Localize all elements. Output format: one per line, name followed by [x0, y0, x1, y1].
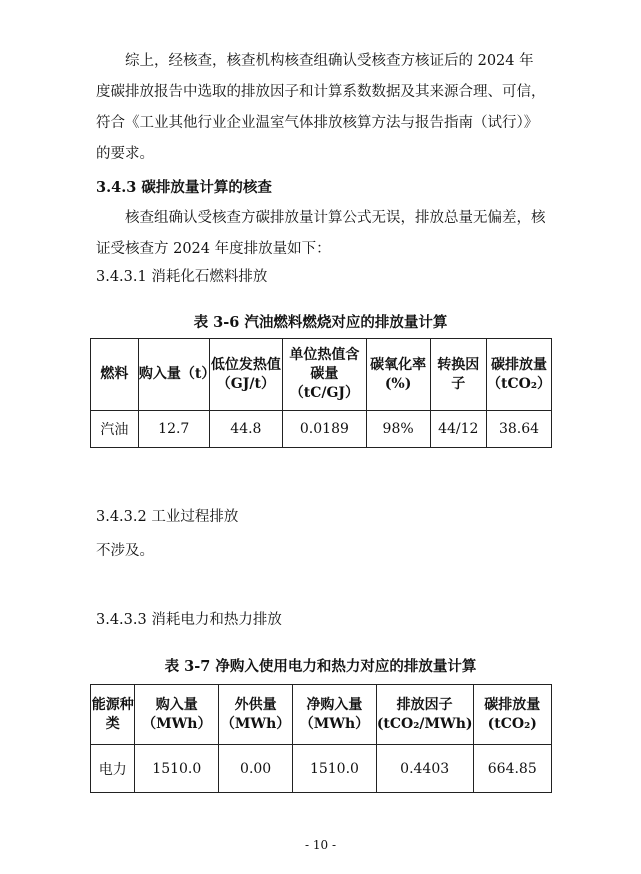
- subsection-3-4-3-3: 3.4.3.3 消耗电力和热力排放: [96, 612, 282, 628]
- calc-statement-paragraph: 核查组确认受核查方碳排放量计算公式无误，排放总量无偏差，核证受核查方 2024 年度排放量如下：: [96, 210, 546, 257]
- table-cell: 电力: [91, 745, 135, 793]
- table-cell: 38.64: [487, 411, 552, 448]
- page-number: - 10 -: [304, 838, 336, 852]
- table-header-cell: 转换因子: [430, 339, 486, 411]
- table-header-cell: 外供量（MWh）: [219, 685, 293, 745]
- table-cell: 44.8: [209, 411, 283, 448]
- table-header-cell: 碳氧化率(%): [366, 339, 430, 411]
- table-cell: 0.4403: [376, 745, 473, 793]
- table-cell: 664.85: [473, 745, 551, 793]
- table-3-7-caption: 表 3-7 净购入使用电力和热力对应的排放量计算: [164, 658, 477, 675]
- table-header-cell: 购入量（MWh）: [135, 685, 219, 745]
- table-cell: 汽油: [91, 411, 139, 448]
- table-3-6-header-row: [91, 339, 552, 411]
- table-row: [91, 745, 552, 793]
- table-3-6: [90, 338, 552, 448]
- table-3-6-caption: 表 3-6 汽油燃料燃烧对应的排放量计算: [193, 314, 448, 331]
- table-cell: 1510.0: [293, 745, 377, 793]
- subsection-3-4-3-2: 3.4.3.2 工业过程排放: [96, 509, 239, 525]
- table-header-cell: 购入量（t）: [138, 339, 209, 411]
- summary-paragraph: 综上，经核查，核查机构核查组确认受核查方核证后的 2024 年度碳排放报告中选取的排放因子和计算系数数据及其来源合理、可信，符合《工业其他行业企业温室气体排放核算方法与报告指南（试行）》的要求。: [96, 53, 546, 162]
- table-cell: 0.00: [219, 745, 293, 793]
- table-header-cell: 碳排放量（tCO₂）: [487, 339, 552, 411]
- table-header-cell: 净购入量（MWh）: [293, 685, 377, 745]
- table-header-cell: 燃料: [91, 339, 139, 411]
- table-header-cell: 排放因子(tCO₂/MWh): [376, 685, 473, 745]
- table-3-7: [90, 684, 552, 793]
- table-3-7-header-row: [91, 685, 552, 745]
- section-heading-3-4-3: 3.4.3 碳排放量计算的核查: [96, 179, 272, 196]
- subsection-3-4-3-1: 3.4.3.1 消耗化石燃料排放: [96, 269, 268, 285]
- table-header-cell: 碳排放量(tCO₂): [473, 685, 551, 745]
- table-cell: 98%: [366, 411, 430, 448]
- table-header-cell: 低位发热值（GJ/t）: [209, 339, 283, 411]
- table-header-cell: 单位热值含碳量（tC/GJ）: [283, 339, 367, 411]
- table-cell: 0.0189: [283, 411, 367, 448]
- table-cell: 12.7: [138, 411, 209, 448]
- table-cell: 44/12: [430, 411, 486, 448]
- not-involved-text: 不涉及。: [96, 543, 154, 559]
- table-header-cell: 能源种类: [91, 685, 135, 745]
- table-cell: 1510.0: [135, 745, 219, 793]
- table-row: [91, 411, 552, 448]
